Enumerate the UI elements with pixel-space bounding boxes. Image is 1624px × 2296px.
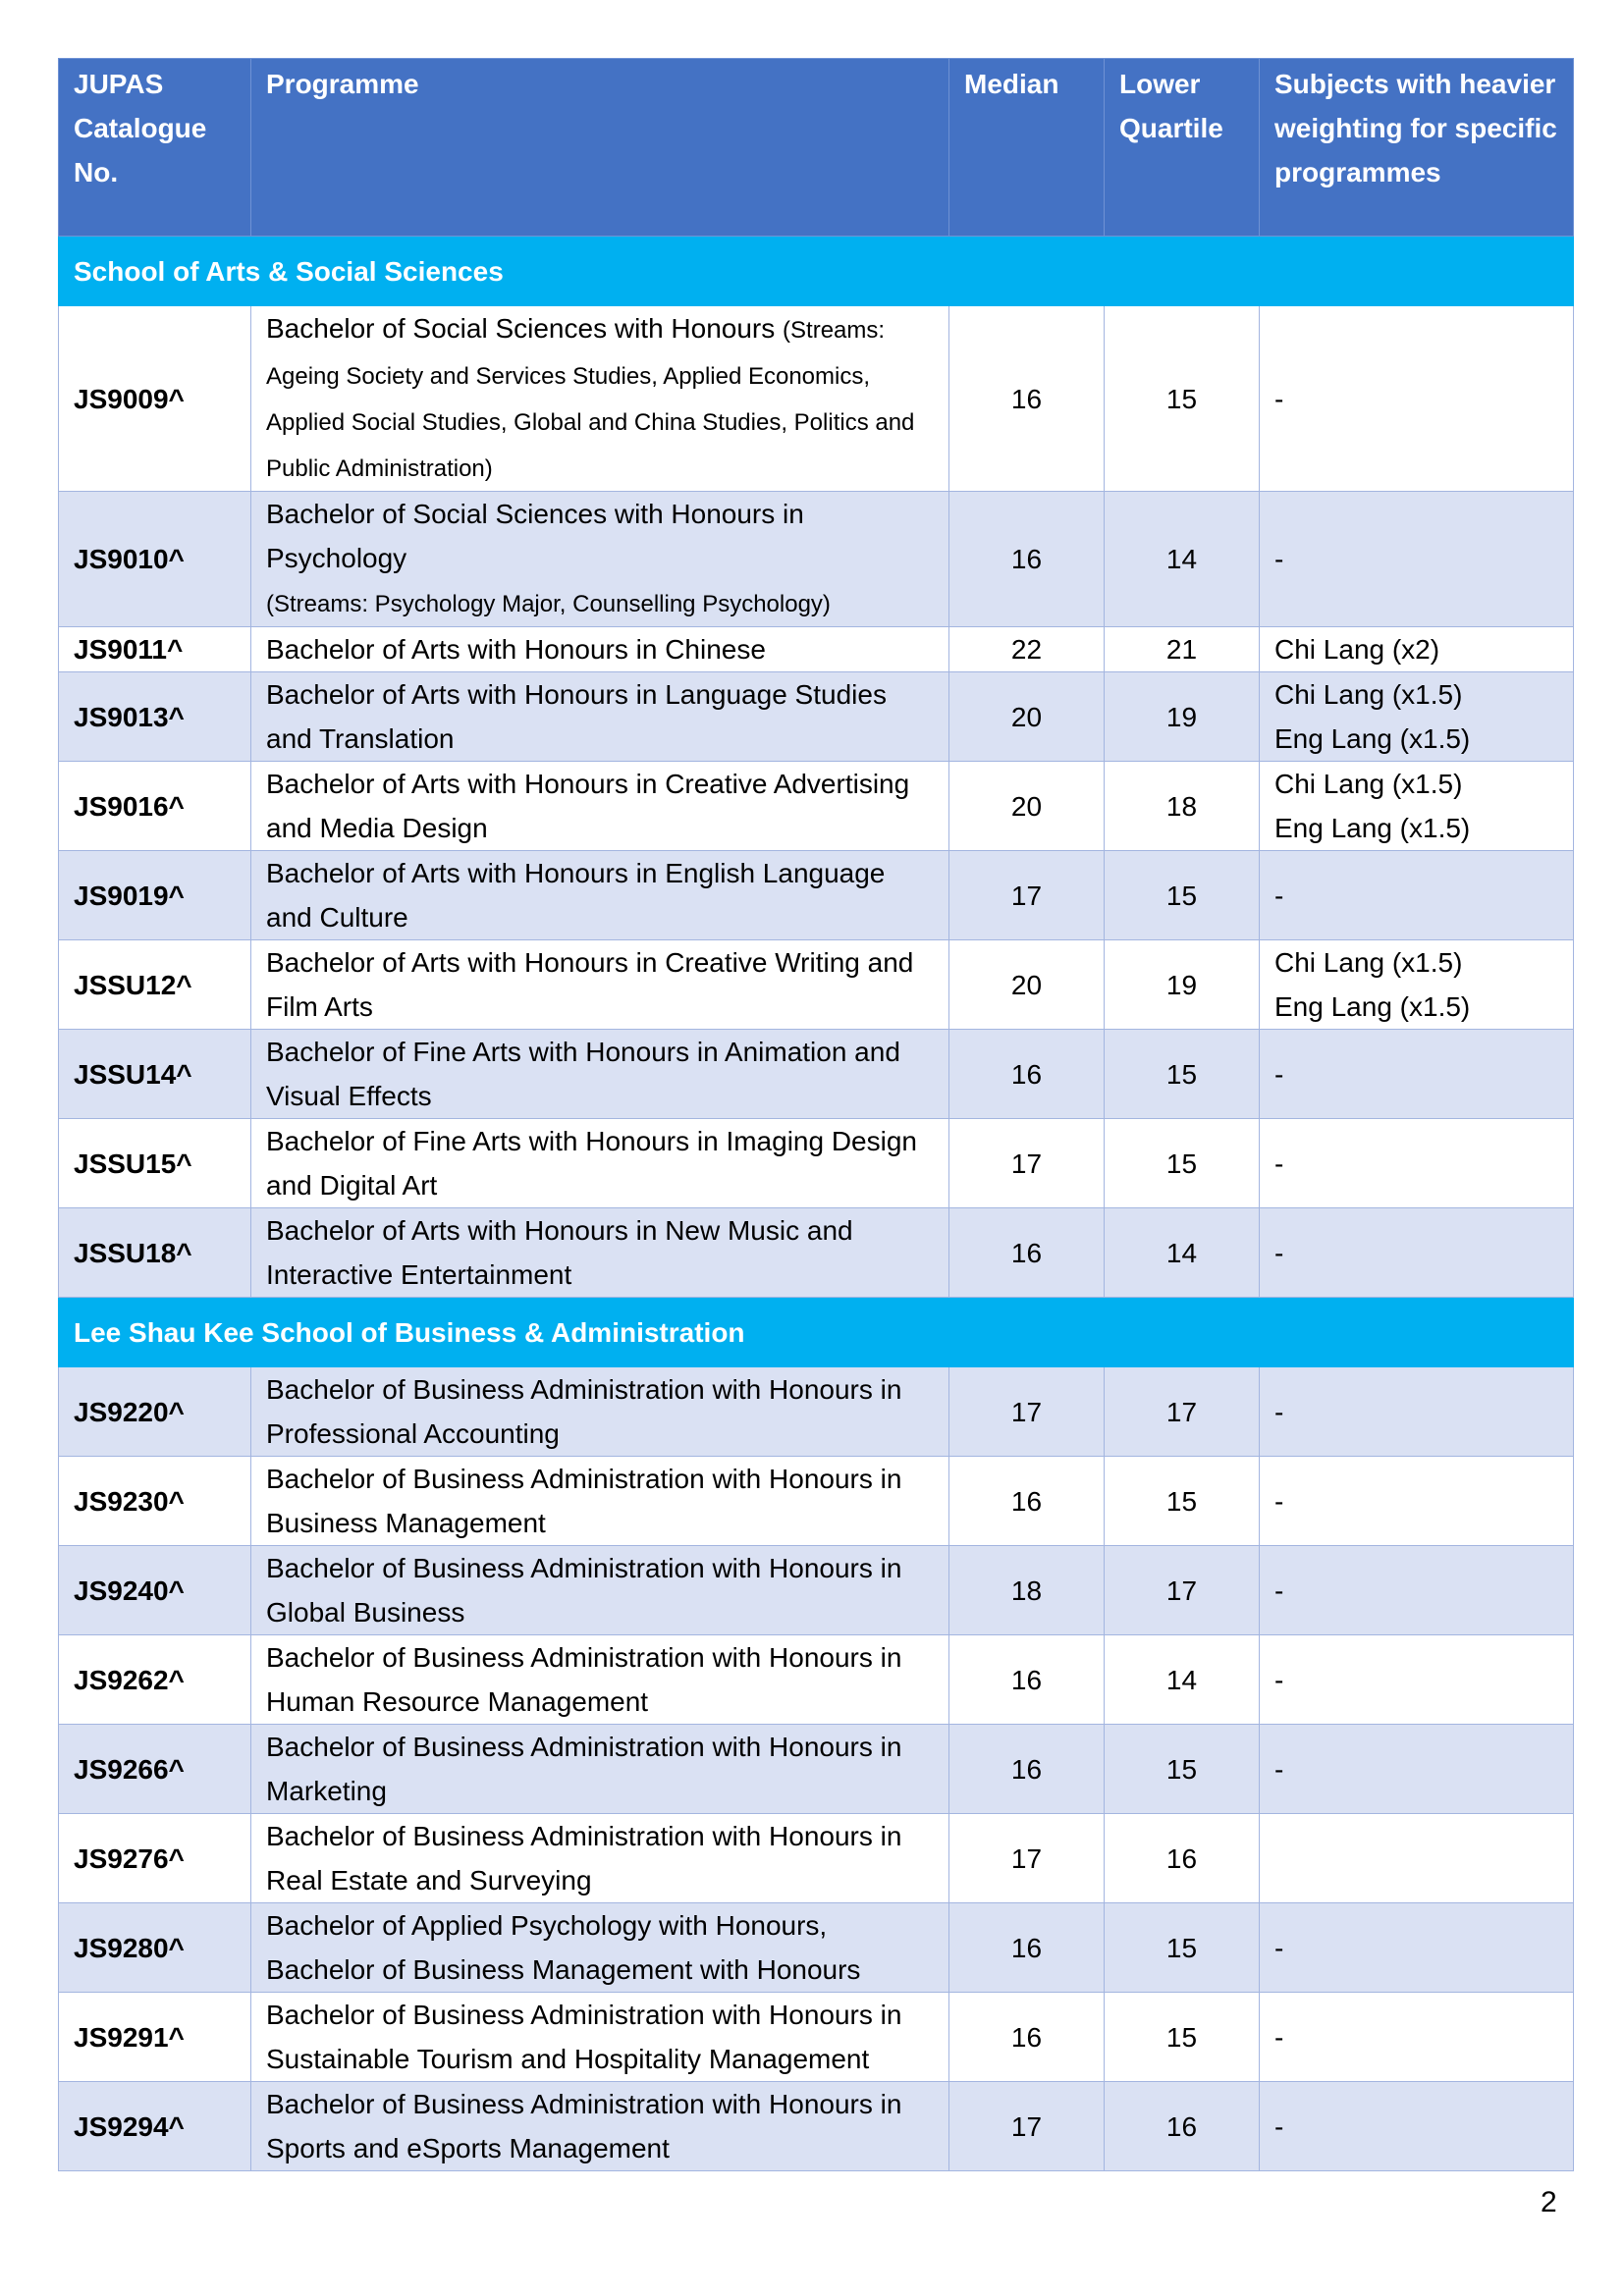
table-row xyxy=(59,306,1574,492)
weighting-subjects: - xyxy=(1260,1119,1574,1208)
table-row xyxy=(59,940,1574,1030)
weighting-subjects: Chi Lang (x2) xyxy=(1260,627,1574,672)
weighting-subjects: - xyxy=(1260,1635,1574,1725)
weighting-line-2: Eng Lang (x1.5) xyxy=(1274,723,1471,754)
section-title: Lee Shau Kee School of Business & Administration xyxy=(59,1298,1574,1367)
programme-name: Bachelor of Arts with Honours in Chinese xyxy=(251,627,949,672)
catalogue-no: JS9266^ xyxy=(59,1725,251,1814)
weighting-subjects xyxy=(1260,940,1574,1030)
catalogue-no: JS9010^ xyxy=(59,492,251,627)
lower-quartile-score: 18 xyxy=(1105,762,1260,851)
median-score: 18 xyxy=(949,1546,1105,1635)
header-lower-quartile: Lower Quartile xyxy=(1105,59,1260,237)
weighting-subjects: - xyxy=(1260,492,1574,627)
table-header-row xyxy=(59,59,1574,237)
weighting-line-2: Eng Lang (x1.5) xyxy=(1274,813,1471,843)
median-score: 16 xyxy=(949,1635,1105,1725)
table-row xyxy=(59,1993,1574,2082)
median-score: 16 xyxy=(949,1993,1105,2082)
programme-name: Bachelor of Arts with Honours in Creative Advertising and Media Design xyxy=(251,762,949,851)
weighting-subjects: - xyxy=(1260,1030,1574,1119)
catalogue-no: JSSU14^ xyxy=(59,1030,251,1119)
programme-name: Bachelor of Arts with Honours in English Language and Culture xyxy=(251,851,949,940)
median-score: 17 xyxy=(949,1814,1105,1903)
lower-quartile-score: 15 xyxy=(1105,851,1260,940)
weighting-subjects: - xyxy=(1260,1546,1574,1635)
lower-quartile-score: 15 xyxy=(1105,1993,1260,2082)
catalogue-no: JS9013^ xyxy=(59,672,251,762)
table-row xyxy=(59,1457,1574,1546)
lower-quartile-score: 16 xyxy=(1105,2082,1260,2171)
table-row xyxy=(59,1903,1574,1993)
programme-name: Bachelor of Fine Arts with Honours in Animation and Visual Effects xyxy=(251,1030,949,1119)
programme-title: Bachelor of Social Sciences with Honours in Psychology xyxy=(266,499,804,573)
weighting-subjects: - xyxy=(1260,1208,1574,1298)
median-score: 16 xyxy=(949,1208,1105,1298)
lower-quartile-score: 15 xyxy=(1105,1119,1260,1208)
weighting-line-1: Chi Lang (x1.5) xyxy=(1274,769,1463,799)
table-row xyxy=(59,627,1574,672)
catalogue-no: JS9019^ xyxy=(59,851,251,940)
programme-name: Bachelor of Business Administration with Honours in Business Management xyxy=(251,1457,949,1546)
catalogue-no: JS9230^ xyxy=(59,1457,251,1546)
programme-name xyxy=(251,306,949,492)
table-row xyxy=(59,1814,1574,1903)
lower-quartile-score: 15 xyxy=(1105,1030,1260,1119)
lower-quartile-score: 15 xyxy=(1105,1457,1260,1546)
table-row xyxy=(59,1030,1574,1119)
programme-streams: (Streams: Ageing Society and Services Studies, Applied Economics, Applied Social Studies, Global and China Studies, Politics and Public Administration) xyxy=(266,317,915,482)
median-score: 17 xyxy=(949,2082,1105,2171)
section-header-row xyxy=(59,237,1574,306)
median-score: 16 xyxy=(949,1457,1105,1546)
lower-quartile-score: 15 xyxy=(1105,1903,1260,1993)
lower-quartile-score: 15 xyxy=(1105,306,1260,492)
programme-title: Bachelor of Social Sciences with Honours xyxy=(266,313,776,344)
median-score: 16 xyxy=(949,1903,1105,1993)
weighting-line-1: Chi Lang (x1.5) xyxy=(1274,947,1463,978)
table-row xyxy=(59,672,1574,762)
programme-name: Bachelor of Business Administration with Honours in Sustainable Tourism and Hospitality Management xyxy=(251,1993,949,2082)
programme-name: Bachelor of Business Administration with Honours in Marketing xyxy=(251,1725,949,1814)
header-median: Median xyxy=(949,59,1105,237)
median-score: 20 xyxy=(949,672,1105,762)
programme-name: Bachelor of Business Administration with Honours in Real Estate and Surveying xyxy=(251,1814,949,1903)
table-row xyxy=(59,1367,1574,1457)
median-score: 16 xyxy=(949,306,1105,492)
table-row xyxy=(59,1119,1574,1208)
catalogue-no: JS9240^ xyxy=(59,1546,251,1635)
median-score: 22 xyxy=(949,627,1105,672)
header-weighting: Subjects with heavier weighting for specific programmes xyxy=(1260,59,1574,237)
lower-quartile-score: 19 xyxy=(1105,940,1260,1030)
page-number: 2 xyxy=(1541,2186,1557,2218)
table-row xyxy=(59,762,1574,851)
programme-name: Bachelor of Business Administration with Honours in Human Resource Management xyxy=(251,1635,949,1725)
weighting-subjects: - xyxy=(1260,1725,1574,1814)
table-row xyxy=(59,492,1574,627)
lower-quartile-score: 15 xyxy=(1105,1725,1260,1814)
programme-name: Bachelor of Business Administration with Honours in Sports and eSports Management xyxy=(251,2082,949,2171)
table-row xyxy=(59,2082,1574,2171)
median-score: 16 xyxy=(949,1030,1105,1119)
catalogue-no: JS9291^ xyxy=(59,1993,251,2082)
lower-quartile-score: 16 xyxy=(1105,1814,1260,1903)
programme-name: Bachelor of Business Administration with Honours in Global Business xyxy=(251,1546,949,1635)
weighting-subjects: - xyxy=(1260,2082,1574,2171)
weighting-subjects xyxy=(1260,672,1574,762)
weighting-line-2: Eng Lang (x1.5) xyxy=(1274,991,1471,1022)
weighting-subjects: - xyxy=(1260,1367,1574,1457)
table-row xyxy=(59,1725,1574,1814)
programme-name: Bachelor of Applied Psychology with Honours, Bachelor of Business Management with Honours xyxy=(251,1903,949,1993)
median-score: 17 xyxy=(949,851,1105,940)
catalogue-no: JSSU18^ xyxy=(59,1208,251,1298)
lower-quartile-score: 14 xyxy=(1105,492,1260,627)
lower-quartile-score: 14 xyxy=(1105,1208,1260,1298)
median-score: 20 xyxy=(949,762,1105,851)
programme-name: Bachelor of Arts with Honours in Language Studies and Translation xyxy=(251,672,949,762)
median-score: 16 xyxy=(949,492,1105,627)
lower-quartile-score: 17 xyxy=(1105,1546,1260,1635)
lower-quartile-score: 19 xyxy=(1105,672,1260,762)
catalogue-no: JS9016^ xyxy=(59,762,251,851)
catalogue-no: JS9009^ xyxy=(59,306,251,492)
programme-name: Bachelor of Arts with Honours in Creative Writing and Film Arts xyxy=(251,940,949,1030)
table-row xyxy=(59,851,1574,940)
header-programme: Programme xyxy=(251,59,949,237)
programme-name: Bachelor of Arts with Honours in New Music and Interactive Entertainment xyxy=(251,1208,949,1298)
lower-quartile-score: 21 xyxy=(1105,627,1260,672)
weighting-subjects xyxy=(1260,762,1574,851)
catalogue-no: JSSU15^ xyxy=(59,1119,251,1208)
weighting-subjects: - xyxy=(1260,306,1574,492)
programme-name: Bachelor of Fine Arts with Honours in Imaging Design and Digital Art xyxy=(251,1119,949,1208)
programme-name xyxy=(251,492,949,627)
weighting-subjects: - xyxy=(1260,1903,1574,1993)
programme-name: Bachelor of Business Administration with Honours in Professional Accounting xyxy=(251,1367,949,1457)
median-score: 20 xyxy=(949,940,1105,1030)
header-catalogue-no: JUPAS Catalogue No. xyxy=(59,59,251,237)
section-title: School of Arts & Social Sciences xyxy=(59,237,1574,306)
catalogue-no: JS9276^ xyxy=(59,1814,251,1903)
table-row xyxy=(59,1208,1574,1298)
weighting-subjects: - xyxy=(1260,1457,1574,1546)
median-score: 17 xyxy=(949,1367,1105,1457)
median-score: 17 xyxy=(949,1119,1105,1208)
weighting-subjects: - xyxy=(1260,851,1574,940)
catalogue-no: JS9280^ xyxy=(59,1903,251,1993)
catalogue-no: JS9011^ xyxy=(59,627,251,672)
lower-quartile-score: 17 xyxy=(1105,1367,1260,1457)
lower-quartile-score: 14 xyxy=(1105,1635,1260,1725)
weighting-subjects xyxy=(1260,1814,1574,1903)
catalogue-no: JSSU12^ xyxy=(59,940,251,1030)
table-row xyxy=(59,1546,1574,1635)
weighting-line-1: Chi Lang (x1.5) xyxy=(1274,679,1463,710)
section-header-row xyxy=(59,1298,1574,1367)
catalogue-no: JS9294^ xyxy=(59,2082,251,2171)
catalogue-no: JS9220^ xyxy=(59,1367,251,1457)
catalogue-no: JS9262^ xyxy=(59,1635,251,1725)
median-score: 16 xyxy=(949,1725,1105,1814)
programme-streams: (Streams: Psychology Major, Counselling Psychology) xyxy=(266,591,831,617)
weighting-subjects: - xyxy=(1260,1993,1574,2082)
table-row xyxy=(59,1635,1574,1725)
admission-scores-table xyxy=(58,58,1574,2171)
